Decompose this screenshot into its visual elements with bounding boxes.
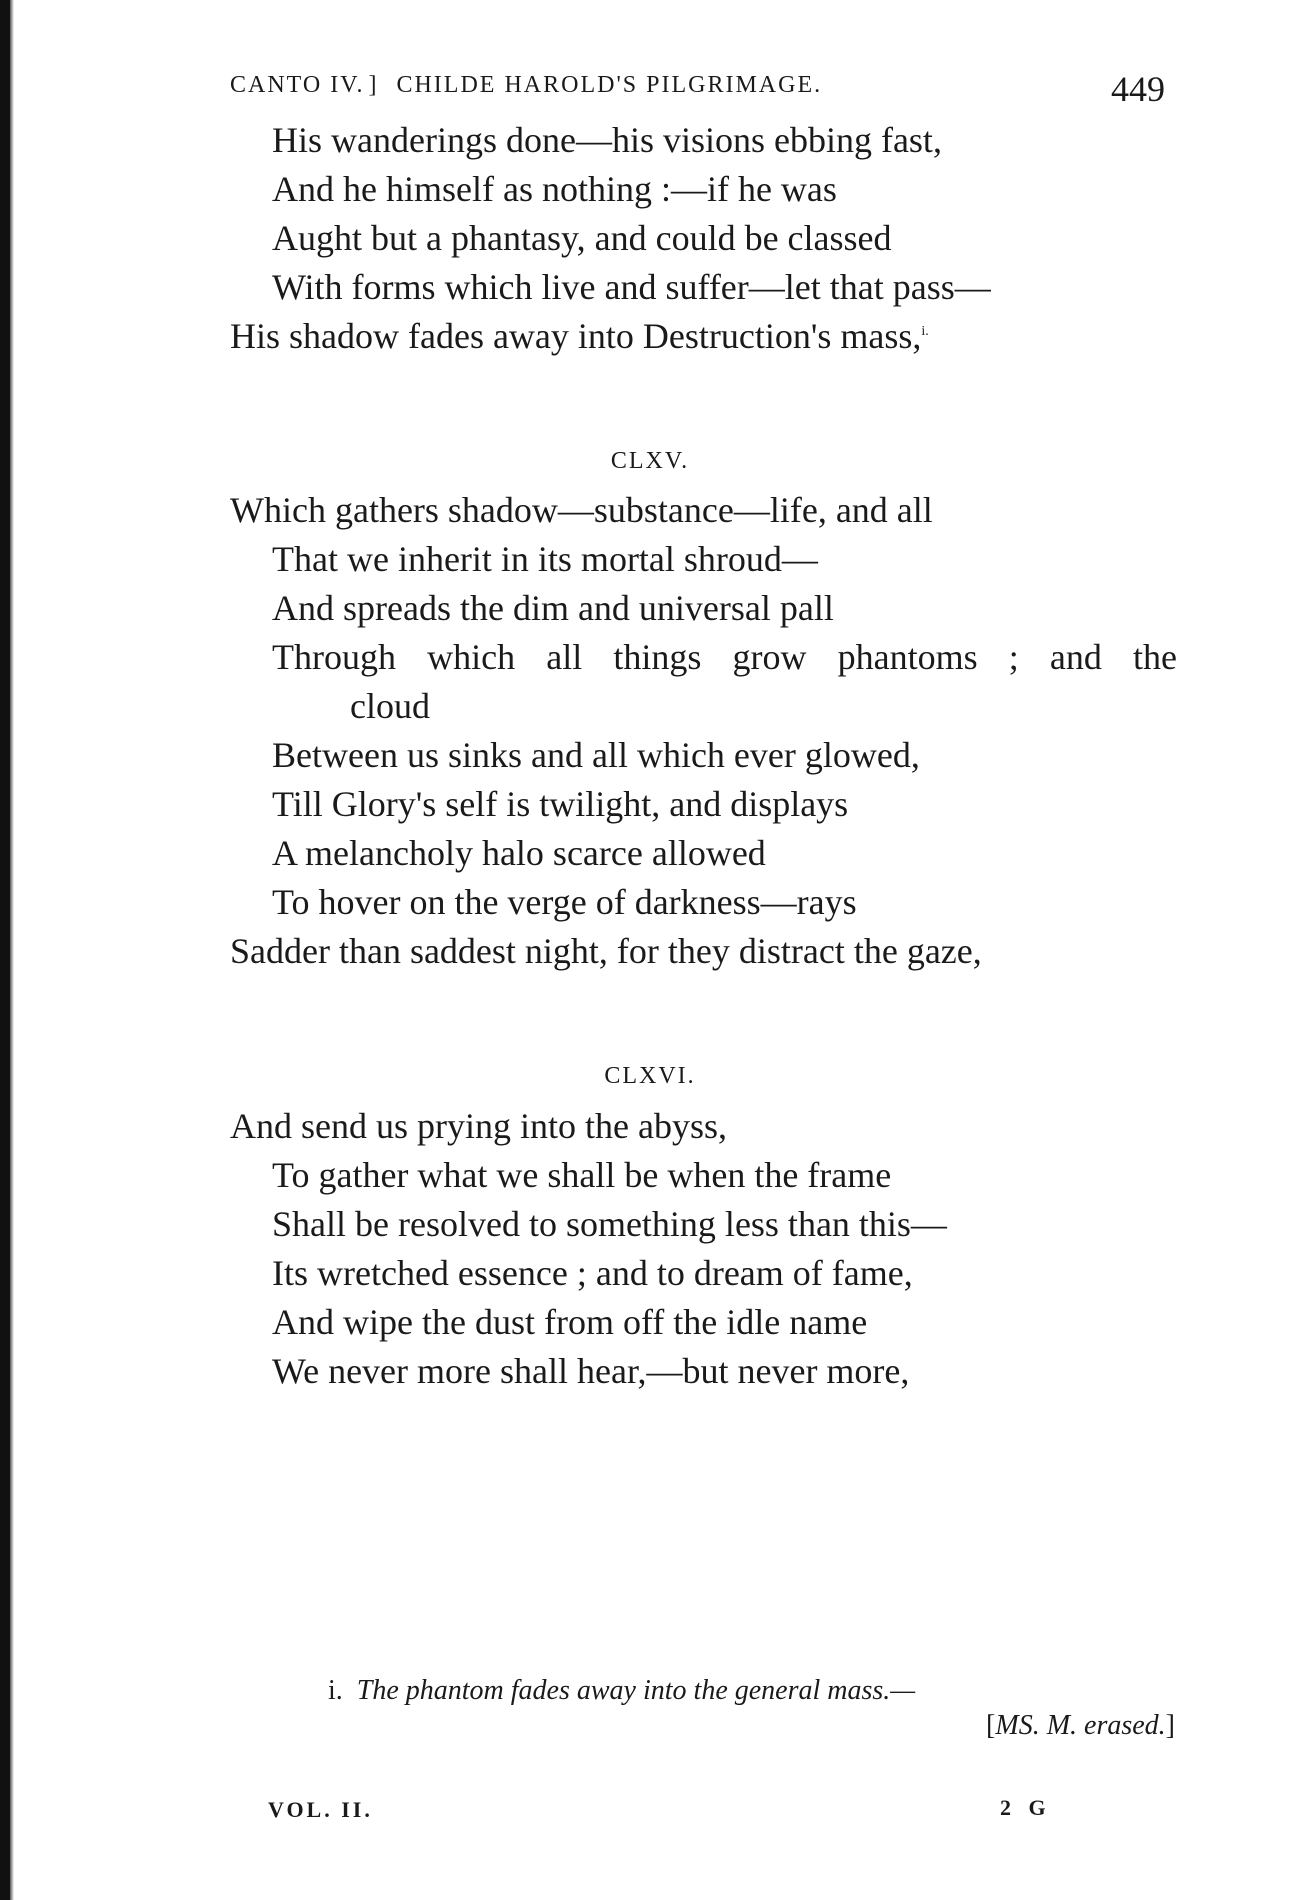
footnote-source-open: [ <box>986 1710 996 1741</box>
verse-line-with-footnote <box>230 316 929 356</box>
verse-line: We never more shall hear,—but never more, <box>272 1351 910 1391</box>
stanza-number: CLXV. <box>610 448 690 474</box>
verse-line-turnover: cloud <box>350 686 430 726</box>
verse-line: And he himself as nothing :—if he was <box>272 169 837 209</box>
footnote <box>328 1675 915 1707</box>
canto-label: CANTO IV. <box>230 72 365 98</box>
verse-line: Its wretched essence ; and to dream of fame, <box>272 1253 913 1293</box>
verse-line: His wanderings done—his visions ebbing fast, <box>272 120 942 160</box>
header-bracket: ] <box>368 72 379 98</box>
footnote-source-close: ] <box>1165 1710 1175 1741</box>
verse-line: Till Glory's self is twilight, and displays <box>272 784 849 824</box>
verse-line: To gather what we shall be when the frame <box>272 1155 892 1195</box>
footnote-source-text: MS. M. erased. <box>995 1710 1166 1741</box>
footnote-text: The phantom fades away into the general mass.— <box>356 1675 916 1706</box>
verse-line: And send us prying into the abyss, <box>230 1106 727 1146</box>
book-spine-shadow <box>0 0 10 1900</box>
verse-line: To hover on the verge of darkness—rays <box>272 882 857 922</box>
running-head <box>230 72 822 99</box>
gathering-mark: 2 G <box>1000 1795 1052 1820</box>
verse-line: With forms which live and suffer—let that pass— <box>272 267 991 307</box>
verse-line: Between us sinks and all which ever glowed, <box>272 735 920 775</box>
verse-text: His shadow fades away into Destruction's mass, <box>230 316 922 356</box>
book-title: CHILDE HAROLD'S PILGRIMAGE. <box>396 72 823 98</box>
volume-signature: VOL. II. <box>268 1797 373 1822</box>
verse-line: Shall be resolved to something less than this— <box>272 1204 947 1244</box>
footnote-source <box>986 1710 1175 1742</box>
verse-line: Which gathers shadow—substance—life, and all <box>230 490 933 530</box>
book-spine-edge <box>10 0 14 1900</box>
verse-line: That we inherit in its mortal shroud— <box>272 539 818 579</box>
verse-line: Through which all things grow phantoms ; and the <box>272 637 1177 677</box>
verse-line: A melancholy halo scarce allowed <box>272 833 766 873</box>
stanza-number: CLXVI. <box>604 1063 696 1089</box>
footnote-mark: i. <box>328 1675 343 1706</box>
page-number: 449 <box>1111 69 1165 109</box>
verse-line: And spreads the dim and universal pall <box>272 588 834 628</box>
verse-line: Sadder than saddest night, for they distract the gaze, <box>230 931 982 971</box>
footnote-reference: i. <box>921 324 929 339</box>
verse-line: And wipe the dust from off the idle name <box>272 1302 868 1342</box>
verse-line: Aught but a phantasy, and could be classed <box>272 218 892 258</box>
